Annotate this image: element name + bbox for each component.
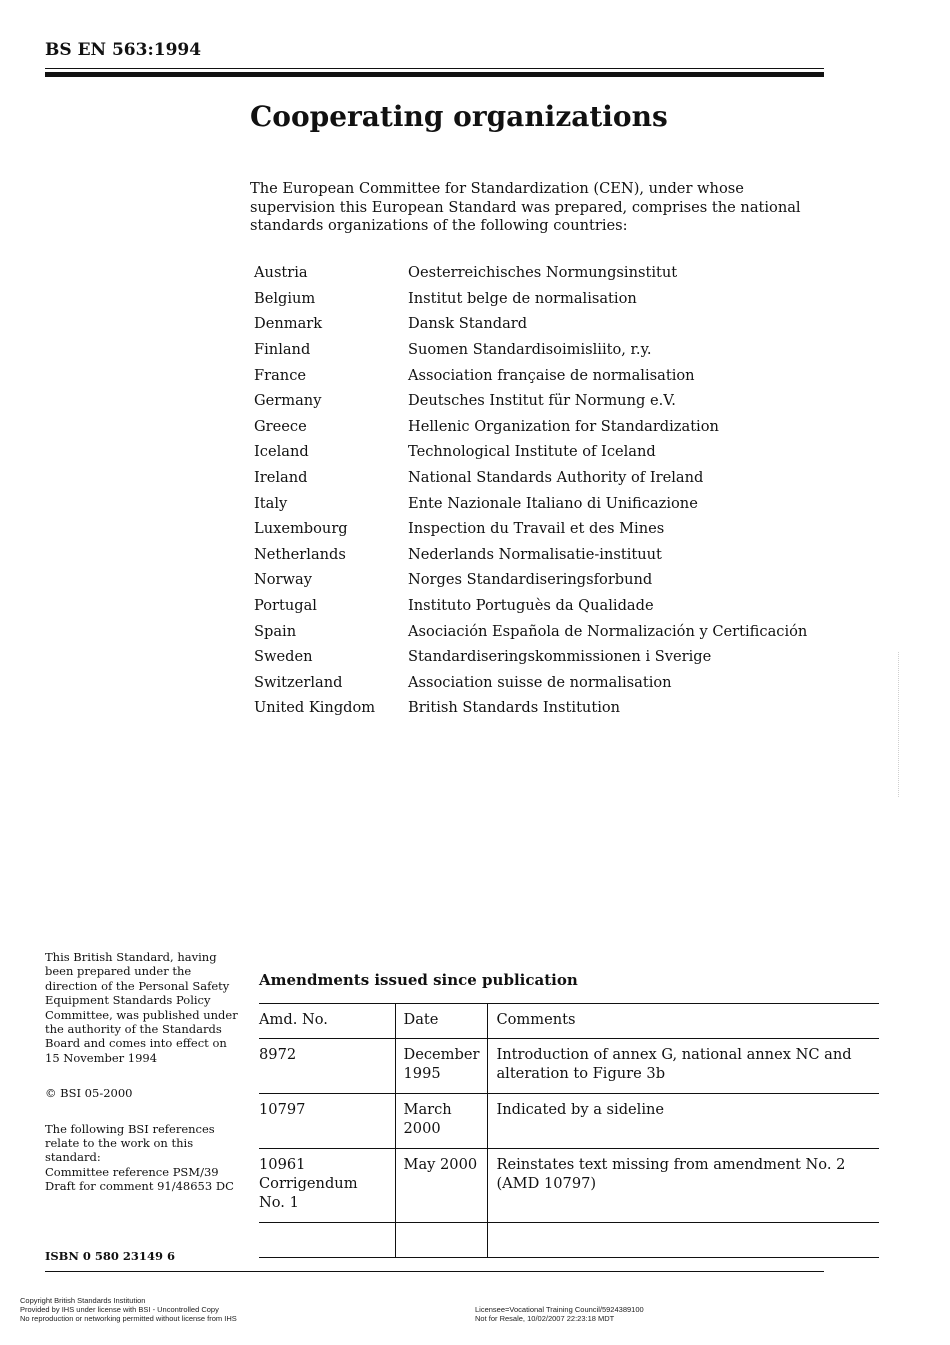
country-name: Sweden: [254, 648, 313, 666]
organization-name: National Standards Authority of Ireland: [408, 469, 704, 487]
country-name: Luxembourg: [254, 520, 348, 538]
organization-row: [254, 414, 807, 440]
organization-row: [254, 542, 807, 568]
organization-name: Nederlands Normalisatie-instituut: [408, 545, 662, 563]
country-name: Norway: [254, 571, 312, 589]
organization-name: Ente Nazionale Italiano di Unificazione: [408, 494, 698, 512]
organization-row: [254, 670, 807, 696]
country-name: Ireland: [254, 469, 308, 487]
country-name: Germany: [254, 392, 322, 410]
empty-cell: [395, 1223, 488, 1258]
country-name: Portugal: [254, 597, 317, 615]
header-rule-thick: [45, 72, 824, 77]
amendment-comments: Introduction of annex G, national annex NC and alteration to Figure 3b: [488, 1039, 879, 1094]
organization-name: Oesterreichisches Normungsinstitut: [408, 264, 678, 282]
isbn: ISBN 0 580 23149 6: [45, 1249, 175, 1263]
organization-row: [254, 337, 807, 363]
organization-row: [254, 695, 807, 721]
document-id: BS EN 563:1994: [45, 40, 202, 60]
organizations-table: [254, 260, 807, 721]
amendments-table: [259, 1003, 879, 1258]
amendment-row-empty: [259, 1223, 879, 1258]
country-name: Greece: [254, 417, 307, 435]
country-name: Belgium: [254, 289, 316, 307]
intro-paragraph: The European Committee for Standardization (CEN), under whose supervision this European Standard was prepared, comprises the national standards organizations of the following countries:: [250, 180, 801, 234]
organization-row: [254, 618, 807, 644]
column-header: Amd. No.: [259, 1004, 395, 1039]
amendment-comments: Reinstates text missing from amendment No. 2 (AMD 10797): [488, 1149, 879, 1223]
organization-name: Dansk Standard: [408, 315, 528, 333]
amendment-row: [259, 1149, 879, 1223]
amendments-header-row: [259, 1004, 879, 1039]
amendment-date: March 2000: [395, 1094, 488, 1149]
country-name: Netherlands: [254, 545, 346, 563]
amendments-heading: Amendments issued since publication: [259, 971, 578, 989]
footer-line: Provided by IHS under license with BSI - Uncontrolled Copy: [20, 1305, 219, 1314]
footer-license: [475, 1305, 644, 1323]
organization-row: [254, 465, 807, 491]
country-name: Italy: [254, 494, 288, 512]
draft-reference: Draft for comment 91/48653 DC: [45, 1179, 234, 1194]
organization-row: [254, 311, 807, 337]
organization-name: Instituto Portuguès da Qualidade: [408, 597, 654, 615]
country-name: Austria: [254, 264, 308, 282]
organization-name: Standardiseringskommissionen i Sverige: [408, 648, 712, 666]
organization-row: [254, 644, 807, 670]
organization-name: Inspection du Travail et des Mines: [408, 520, 665, 538]
organization-name: Suomen Standardisoimisliito, r.y.: [408, 341, 652, 359]
footer-line: No reproduction or networking permitted without license from IHS: [20, 1314, 237, 1323]
country-name: Spain: [254, 622, 297, 640]
amendment-row: [259, 1039, 879, 1094]
organization-name: British Standards Institution: [408, 699, 621, 717]
organization-name: Technological Institute of Iceland: [408, 443, 656, 461]
organization-name: Association suisse de normalisation: [408, 673, 672, 691]
amendment-number: 10961 Corrigendum No. 1: [259, 1149, 395, 1223]
organization-name: Hellenic Organization for Standardization: [408, 417, 719, 435]
organization-row: [254, 439, 807, 465]
organization-row: [254, 567, 807, 593]
amendment-comments: Indicated by a sideline: [488, 1094, 879, 1149]
footer-copyright: [20, 1296, 237, 1323]
empty-cell: [488, 1223, 879, 1258]
empty-cell: [259, 1223, 395, 1258]
committee-reference: Committee reference PSM/39: [45, 1164, 219, 1179]
organization-row: [254, 490, 807, 516]
footer-line: Licensee=Vocational Training Council/5924389100: [475, 1305, 644, 1314]
footer-line: Not for Resale, 10/02/2007 22:23:18 MDT: [475, 1314, 615, 1323]
organization-row: [254, 593, 807, 619]
references-intro: The following BSI references relate to the work on this standard:: [45, 1121, 215, 1165]
organization-name: Institut belge de normalisation: [408, 289, 637, 307]
margin-marks: [898, 652, 909, 797]
amendment-row: [259, 1094, 879, 1149]
organization-name: Norges Standardiseringsforbund: [408, 571, 653, 589]
organization-row: [254, 388, 807, 414]
footer-rule: [45, 1271, 824, 1272]
copyright-notice: © BSI 05-2000: [45, 1086, 133, 1101]
country-name: Switzerland: [254, 673, 343, 691]
organization-name: Association française de normalisation: [408, 366, 695, 384]
page-title: Cooperating organizations: [250, 100, 668, 133]
publication-statement: This British Standard, having been prepared under the direction of the Personal Safety Equipment Standards Policy Committee, was published under the authority of the Standards Board and comes into effect on 15 November 1994: [45, 950, 238, 1065]
amendment-number: 8972: [259, 1039, 395, 1094]
organization-row: [254, 286, 807, 312]
country-name: France: [254, 366, 307, 384]
header-rule-thin: [45, 68, 824, 69]
amendment-date: December 1995: [395, 1039, 488, 1094]
footer-line: Copyright British Standards Institution: [20, 1296, 146, 1305]
organization-row: [254, 516, 807, 542]
country-name: Denmark: [254, 315, 323, 333]
column-header: Comments: [488, 1004, 879, 1039]
publication-sidebar: [45, 950, 240, 1263]
country-name: United Kingdom: [254, 699, 376, 717]
amendment-date: May 2000: [395, 1149, 488, 1223]
organization-row: [254, 362, 807, 388]
country-name: Finland: [254, 341, 311, 359]
bsi-references: [45, 1122, 240, 1194]
column-header: Date: [395, 1004, 488, 1039]
amendment-number: 10797: [259, 1094, 395, 1149]
organization-name: Deutsches Institut für Normung e.V.: [408, 392, 676, 410]
organization-name: Asociación Española de Normalización y Certificación: [408, 622, 808, 640]
organization-row: [254, 260, 807, 286]
country-name: Iceland: [254, 443, 309, 461]
